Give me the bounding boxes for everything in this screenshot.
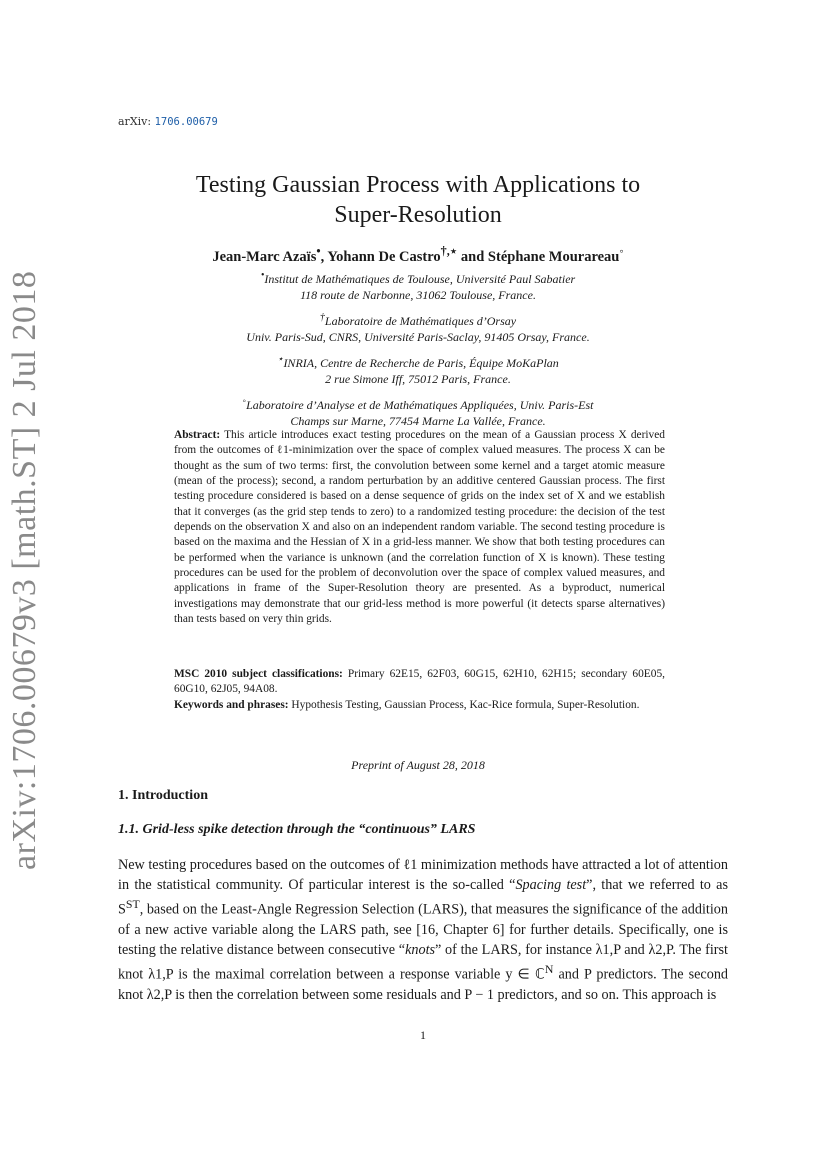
citation-link[interactable]: 16 — [420, 921, 436, 938]
affiliation-line: Champs sur Marne, 77454 Marne La Vallée, France. — [290, 414, 546, 428]
abstract — [174, 428, 665, 627]
author-separator: , — [320, 248, 328, 265]
affiliation — [118, 352, 718, 387]
affiliation-mark: ◦ — [242, 396, 247, 407]
affiliation-line: Institut de Mathématiques de Toulouse, Université Paul Sabatier — [264, 272, 576, 286]
paper-title — [118, 170, 718, 230]
body-text: ”, that we referred to as S — [118, 876, 728, 919]
classification-block — [174, 667, 665, 713]
affiliation-line: Laboratoire de Mathématiques d’Orsay — [324, 314, 517, 328]
body-superscript: N — [544, 962, 554, 977]
affiliation-mark: • — [260, 270, 265, 281]
author-name: Stéphane Mourareau — [487, 248, 620, 265]
body-superscript: ST — [125, 897, 140, 912]
arxiv-header — [118, 115, 218, 128]
author-separator: and — [457, 248, 488, 265]
page-number: 1 — [420, 1028, 426, 1042]
affiliation-line: INRIA, Centre de Recherche de Paris, Équipe MoKaPlan — [283, 356, 559, 370]
affiliation-mark: † — [319, 312, 325, 323]
affiliation-line: 118 route de Narbonne, 31062 Toulouse, France. — [300, 288, 536, 302]
arxiv-side-stamp: arXiv:1706.00679v3 [math.ST] 2 Jul 2018 — [6, 270, 43, 870]
author-name: Yohann De Castro — [327, 248, 441, 265]
arxiv-prefix: arXiv: — [118, 115, 152, 128]
author-list — [118, 244, 718, 266]
author-mark: ◦ — [619, 244, 624, 258]
affiliation-line: Univ. Paris-Sud, CNRS, Université Paris-Saclay, 91405 Orsay, France. — [246, 330, 590, 344]
msc-line — [174, 667, 665, 698]
keywords-label: Keywords and phrases: — [174, 698, 289, 711]
body-paragraph — [118, 856, 728, 1005]
body-text: ” of the LARS, for instance λ1,P and λ2,P. The first knot λ1,P is the maximal correlation between a response variable y ∈ ℂ — [118, 941, 728, 983]
msc-label: MSC 2010 subject classifications: — [174, 668, 343, 680]
affiliation — [118, 310, 718, 345]
abstract-text: This article introduces exact testing procedures on the mean of a Gaussian process X derived from the outcomes of ℓ1-minimization over the space of complex valued measures. The process X can be thought as the sum of two terms: first, the convolution between some kernel and a target atomic measure (mean of the process); second, a random perturbation by an additive centered Gaussian process. The first testing procedure considered is based on a dense sequence of grids on the index set of X and we establish that it converges (as the grid step tends to zero) to a randomized testing procedure: the decision of the test depends on the observation X and also on an independent random variable. The second testing procedure is based on the maxima and the Hessian of X in a grid-less manner. We show that both testing procedures can be performed when the variance is unknown (and the correlation function of X is known). These testing procedures can be used for the problem of deconvolution over the space of complex valued measures, and applications in frame of the Super-Resolution theory are presented. As a byproduct, numerical investigations may demonstrate that our grid-less method is more powerful (it detects sparse alternatives) than tests based on very thin grids. — [174, 429, 665, 626]
author-mark: †,⋆ — [440, 244, 458, 258]
affiliation — [118, 394, 718, 429]
affiliation-mark: ⋆ — [277, 354, 284, 365]
body-emphasis: Spacing test — [515, 876, 587, 893]
keywords-line — [174, 698, 665, 713]
body-emphasis: knots — [405, 941, 436, 958]
arxiv-id-link[interactable]: 1706.00679 — [154, 116, 218, 128]
title-line-1: Testing Gaussian Process with Applications to — [195, 172, 641, 198]
body-text: , based on the Least-Angle Regression Selection (LARS), that measures the significance of the addition of a new active variable along the LARS path, see [ — [118, 902, 728, 938]
keywords-text: Hypothesis Testing, Gaussian Process, Kac-Rice formula, Super-Resolution. — [291, 698, 640, 711]
title-line-2: Super-Resolution — [334, 202, 502, 228]
body-text: and P predictors. The second knot λ2,P is then the correlation between some residuals and P − 1 predictors, and so on. This approach is — [118, 966, 729, 1003]
affiliations — [118, 268, 718, 436]
affiliation-line: 2 rue Simone Iff, 75012 Paris, France. — [325, 372, 511, 386]
preprint-date: Preprint of August 28, 2018 — [351, 758, 485, 772]
affiliation-line: Laboratoire d’Analyse et de Mathématiques Appliquées, Univ. Paris-Est — [246, 398, 594, 412]
body-text: New testing procedures based on the outcomes of ℓ1 minimization methods have attracted a lot of attention in the statistical community. Of particular interest is the so-called “ — [118, 857, 728, 893]
author-mark: • — [316, 244, 321, 258]
affiliation — [118, 268, 718, 303]
subsection-heading: 1.1. Grid-less spike detection through the “continuous” LARS — [118, 822, 476, 837]
msc-text: Primary 62E15, 62F03, 60G15, 62H10, 62H15; secondary 60E05, 60G10, 62J05, 94A08. — [174, 668, 665, 696]
section-heading: 1. Introduction — [118, 788, 208, 803]
body-text: , Chapter 6] for further details. Specifically, one is testing the relative distance between consecutive “ — [118, 921, 728, 958]
author-name: Jean-Marc Azaïs — [212, 248, 317, 265]
abstract-label: Abstract: — [174, 429, 221, 441]
